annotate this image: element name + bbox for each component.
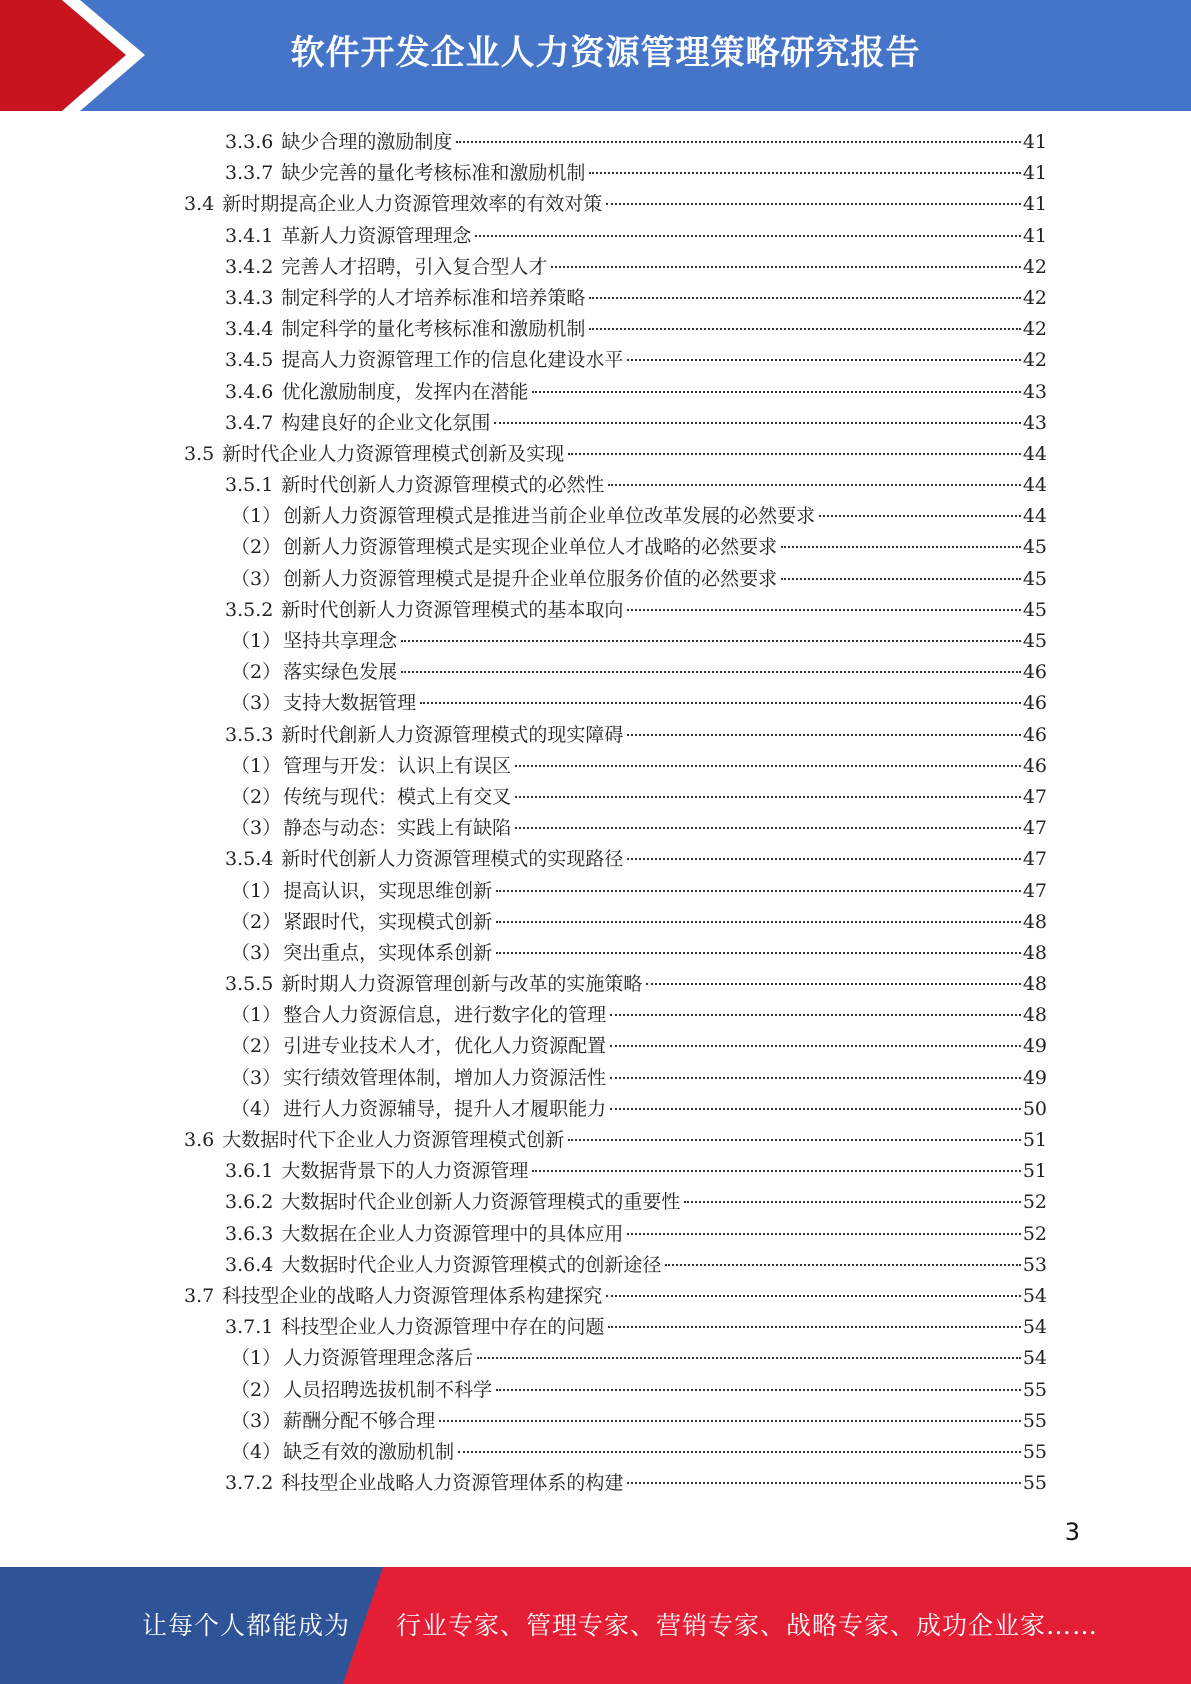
dot-leader [532, 391, 1020, 393]
toc-entry-page: 54 [1022, 1284, 1047, 1307]
toc-entry[interactable] [0, 564, 1191, 595]
toc-entry-title: 新时代企业人力资源管理模式创新及实现 [222, 442, 565, 465]
toc-entry-number: 3.4.2 [225, 255, 274, 278]
toc-entry-title: 大数据时代企业人力资源管理模式的创新途径 [281, 1253, 662, 1276]
toc-entry-number: 3.6.2 [225, 1191, 274, 1214]
toc-entry[interactable] [0, 1312, 1191, 1343]
dot-leader [420, 702, 1021, 704]
dot-leader [646, 983, 1020, 985]
toc-entry[interactable] [0, 782, 1191, 813]
toc-entry[interactable] [0, 221, 1191, 252]
dot-leader [606, 1295, 1021, 1297]
toc-entry[interactable] [0, 532, 1191, 563]
toc-entry-number: 3.7 [184, 1284, 215, 1307]
dot-leader [610, 1108, 1021, 1110]
toc-entry-number: 3.3.6 [225, 131, 274, 153]
toc-entry-page: 45 [1022, 536, 1047, 559]
toc-entry-title: 静态与动态：实践上有缺陷 [283, 817, 512, 840]
toc-entry-title: 新时代创新人力资源管理模式的基本取向 [281, 598, 624, 621]
toc-entry-number: （2） [231, 785, 282, 808]
toc-entry[interactable] [0, 844, 1191, 875]
toc-entry-page: 47 [1022, 879, 1047, 902]
toc-entry[interactable] [0, 439, 1191, 470]
toc-entry-page: 43 [1022, 380, 1047, 403]
footer-banner [0, 1567, 1191, 1684]
dot-leader [551, 266, 1020, 268]
toc-entry-page: 47 [1022, 848, 1047, 871]
dot-leader [627, 734, 1020, 736]
toc-entry[interactable] [0, 158, 1191, 189]
toc-entry-number: （3） [231, 1066, 282, 1089]
toc-entry-title: 提高人力资源管理工作的信息化建设水平 [281, 349, 624, 372]
toc-entry-title: 新时代创新人力资源管理模式的必然性 [281, 474, 605, 497]
toc-entry-number: 3.4.5 [225, 349, 274, 372]
toc-entry-number: 3.7.2 [225, 1472, 274, 1495]
toc-entry[interactable] [0, 751, 1191, 782]
dot-leader [515, 796, 1021, 798]
dot-leader [627, 1233, 1020, 1235]
toc-entry-page: 42 [1022, 318, 1047, 341]
toc-entry[interactable] [0, 189, 1191, 220]
dot-leader [477, 1357, 1021, 1359]
dot-leader [532, 1170, 1020, 1172]
toc-entry[interactable] [0, 938, 1191, 969]
dot-leader [475, 235, 1020, 237]
toc-entry-number: （3） [231, 567, 282, 590]
dot-leader [627, 858, 1020, 860]
dot-leader [627, 1482, 1020, 1484]
toc-entry[interactable] [0, 1343, 1191, 1374]
toc-entry-number: 3.4.4 [225, 318, 274, 341]
toc-entry-title: 新时期人力资源管理创新与改革的实施策略 [281, 973, 643, 996]
toc-entry[interactable] [0, 1156, 1191, 1187]
toc-entry-page: 48 [1022, 1004, 1047, 1027]
toc-entry-number: 3.5.5 [225, 973, 274, 996]
toc-entry-number: 3.4.6 [225, 380, 274, 403]
toc-entry-number: （1） [231, 630, 282, 652]
dot-leader [589, 172, 1020, 174]
toc-entry[interactable] [0, 470, 1191, 501]
toc-entry-number: （2） [231, 661, 282, 684]
toc-entry-number: （1） [231, 1004, 282, 1027]
dot-leader [627, 359, 1020, 361]
dot-leader [494, 422, 1020, 424]
toc-entry-page: 50 [1022, 1097, 1047, 1120]
toc-entry-number: （3） [231, 941, 282, 964]
toc-entry-page: 51 [1022, 1129, 1047, 1151]
toc-entry-number: 3.5 [184, 442, 215, 465]
dot-leader [819, 515, 1021, 517]
toc-entry-title: 制定科学的人才培养标准和培养策略 [281, 286, 586, 309]
toc-entry-page: 41 [1022, 162, 1047, 185]
toc-entry-title: 整合人力资源信息，进行数字化的管理 [283, 1004, 607, 1027]
toc-entry[interactable] [0, 501, 1191, 532]
toc-entry-page: 52 [1022, 1191, 1047, 1214]
toc-entry-title: 人员招聘选拔机制不科学 [283, 1378, 493, 1401]
toc-entry-title: 管理与开发：认识上有误区 [283, 754, 512, 777]
toc-entry[interactable] [0, 657, 1191, 688]
toc-entry-number: 3.4 [184, 193, 215, 216]
toc-entry-title: 实行绩效管理体制，增加人力资源活性 [283, 1066, 607, 1089]
toc-entry-page: 42 [1022, 286, 1047, 309]
toc-entry[interactable] [0, 1125, 1191, 1156]
toc-entry-page: 46 [1022, 754, 1047, 777]
toc-entry[interactable] [0, 969, 1191, 1000]
toc-entry-title: 革新人力资源管理理念 [281, 224, 472, 247]
toc-entry-number: 3.5.1 [225, 474, 274, 497]
toc-entry-title: 优化激励制度，发挥内在潜能 [281, 380, 529, 403]
toc-entry-title: 缺乏有效的激励机制 [283, 1440, 455, 1463]
toc-entry[interactable] [0, 876, 1191, 907]
report-header-banner [0, 0, 1191, 111]
toc-entry-page: 49 [1022, 1035, 1047, 1058]
toc-entry-page: 48 [1022, 973, 1047, 996]
toc-entry-number: （4） [231, 1440, 282, 1463]
toc-entry-number: 3.5.4 [225, 848, 274, 871]
toc-entry-title: 新时代创新人力资源管理模式的实现路径 [281, 848, 624, 871]
toc-entry[interactable] [0, 1437, 1191, 1468]
toc-entry[interactable] [0, 1375, 1191, 1406]
dot-leader [568, 453, 1021, 455]
toc-entry[interactable] [0, 595, 1191, 626]
toc-entry-number: （3） [231, 817, 282, 840]
dot-leader [610, 1077, 1021, 1079]
toc-entry[interactable] [0, 1094, 1191, 1125]
toc-entry-title: 引进专业技术人才，优化人力资源配置 [283, 1035, 607, 1058]
dot-leader [610, 1045, 1021, 1047]
toc-entry-page: 55 [1022, 1472, 1047, 1495]
toc-entry-number: 3.5.3 [225, 723, 274, 746]
toc-entry-page: 46 [1022, 723, 1047, 746]
toc-entry[interactable] [0, 1468, 1191, 1499]
toc-entry-title: 创新人力资源管理模式是推进当前企业单位改革发展的必然要求 [283, 505, 816, 528]
toc-entry[interactable] [0, 688, 1191, 719]
toc-entry-number: 3.4.7 [225, 411, 274, 434]
dot-leader [515, 827, 1021, 829]
toc-entry-page: 54 [1022, 1316, 1047, 1339]
toc-entry-page: 42 [1022, 349, 1047, 372]
toc-entry-title: 大数据在企业人力资源管理中的具体应用 [281, 1222, 624, 1245]
toc-entry-page: 55 [1022, 1378, 1047, 1401]
dot-leader [439, 1420, 1021, 1422]
toc-entry-title: 科技型企业人力资源管理中存在的问题 [281, 1316, 605, 1339]
toc-entry[interactable] [0, 127, 1191, 158]
toc-entry-page: 54 [1022, 1347, 1047, 1370]
dot-leader [608, 484, 1020, 486]
toc-entry-number: 3.6 [184, 1129, 215, 1151]
toc-entry[interactable] [0, 345, 1191, 376]
footer-slogan-right: 行业专家、管理专家、营销专家、战略专家、成功企业家…… [396, 1611, 1099, 1640]
toc-entry-page: 45 [1022, 598, 1047, 621]
toc-entry-page: 52 [1022, 1222, 1047, 1245]
dot-leader [568, 1139, 1021, 1141]
toc-entry[interactable] [0, 314, 1191, 345]
toc-entry-number: （2） [231, 910, 282, 933]
toc-entry-number: （2） [231, 1035, 282, 1058]
toc-entry[interactable] [0, 907, 1191, 938]
toc-entry-page: 41 [1022, 224, 1047, 247]
toc-entry-page: 48 [1022, 941, 1047, 964]
toc-entry-title: 提高认识，实现思维创新 [283, 879, 493, 902]
toc-entry[interactable] [0, 813, 1191, 844]
dot-leader [515, 765, 1021, 767]
toc-entry-page: 55 [1022, 1440, 1047, 1463]
dot-leader [606, 203, 1021, 205]
dot-leader [496, 890, 1021, 892]
toc-entry-page: 46 [1022, 692, 1047, 715]
toc-entry-title: 大数据时代下企业人力资源管理模式创新 [222, 1129, 565, 1151]
toc-entry-page: 55 [1022, 1409, 1047, 1432]
toc-entry-number: （1） [231, 879, 282, 902]
toc-entry-page: 42 [1022, 255, 1047, 278]
toc-entry-title: 传统与现代：模式上有交叉 [283, 785, 512, 808]
toc-entry-page: 44 [1022, 442, 1047, 465]
page-number: 3 [1064, 1518, 1080, 1546]
toc-entry-title: 构建良好的企业文化氛围 [281, 411, 491, 434]
toc-entry-page: 47 [1022, 785, 1047, 808]
toc-entry-page: 41 [1022, 131, 1047, 153]
toc-entry-page: 45 [1022, 630, 1047, 652]
toc-entry-number: 3.3.7 [225, 162, 274, 185]
toc-entry-page: 44 [1022, 505, 1047, 528]
toc-entry-number: （4） [231, 1097, 282, 1120]
toc-entry-title: 制定科学的量化考核标准和激励机制 [281, 318, 586, 341]
toc-entry-title: 创新人力资源管理模式是实现企业单位人才战略的必然要求 [283, 536, 778, 559]
toc-entry-page: 49 [1022, 1066, 1047, 1089]
dot-leader [665, 1264, 1020, 1266]
dot-leader [458, 1451, 1021, 1453]
dot-leader [684, 1201, 1020, 1203]
toc-entry-number: （2） [231, 536, 282, 559]
toc-entry-number: 3.4.1 [225, 224, 274, 247]
toc-entry-number: （3） [231, 692, 282, 715]
toc-entry-title: 科技型企业战略人力资源管理体系的构建 [281, 1472, 624, 1495]
toc-entry[interactable] [0, 626, 1191, 657]
toc-entry-number: （3） [231, 1409, 282, 1432]
dot-leader [610, 1014, 1021, 1016]
toc-entry[interactable] [0, 377, 1191, 408]
toc-entry[interactable] [0, 1281, 1191, 1312]
dot-leader [589, 297, 1020, 299]
toc-entry[interactable] [0, 283, 1191, 314]
dot-leader [781, 578, 1021, 580]
dot-leader [456, 141, 1020, 143]
toc-entry-number: 3.6.4 [225, 1253, 274, 1276]
toc-entry[interactable] [0, 1219, 1191, 1250]
dot-leader [496, 1389, 1021, 1391]
toc-entry-title: 人力资源管理理念落后 [283, 1347, 474, 1370]
toc-entry-page: 47 [1022, 817, 1047, 840]
toc-entry-title: 突出重点，实现体系创新 [283, 941, 493, 964]
toc-entry-title: 紧跟时代，实现模式创新 [283, 910, 493, 933]
toc-entry[interactable] [0, 1250, 1191, 1281]
dot-leader [589, 328, 1020, 330]
toc-entry-number: 3.4.3 [225, 286, 274, 309]
toc-entry-page: 46 [1022, 661, 1047, 684]
toc-entry-title: 科技型企业的战略人力资源管理体系构建探究 [222, 1284, 603, 1307]
toc-entry-number: 3.5.2 [225, 598, 274, 621]
toc-entry[interactable] [0, 1063, 1191, 1094]
toc-entry[interactable] [0, 408, 1191, 439]
toc-entry-title: 创新人力资源管理模式是提升企业单位服务价值的必然要求 [283, 567, 778, 590]
toc-entry-title: 大数据时代企业创新人力资源管理模式的重要性 [281, 1191, 681, 1214]
dot-leader [627, 609, 1020, 611]
toc-entry[interactable] [0, 1406, 1191, 1437]
toc-entry-page: 53 [1022, 1253, 1047, 1276]
toc-entry-title: 进行人力资源辅导，提升人才履职能力 [283, 1097, 607, 1120]
toc-entry[interactable] [0, 1187, 1191, 1218]
toc-entry[interactable] [0, 1000, 1191, 1031]
toc-entry-number: 3.6.3 [225, 1222, 274, 1245]
dot-leader [496, 921, 1021, 923]
dot-leader [401, 671, 1021, 673]
toc-entry-number: （1） [231, 754, 282, 777]
footer-slogan-left: 让每个人都能成为 [142, 1611, 351, 1640]
report-title: 软件开发企业人力资源管理策略研究报告 [290, 33, 921, 73]
toc-entry-page: 45 [1022, 567, 1047, 590]
toc-entry-page: 44 [1022, 474, 1047, 497]
toc-entry-number: （1） [231, 1347, 282, 1370]
toc-entry[interactable] [0, 1031, 1191, 1062]
toc-entry-title: 坚持共享理念 [283, 630, 398, 652]
toc-entry-title: 缺少合理的激励制度 [281, 131, 453, 153]
toc-entry-title: 缺少完善的量化考核标准和激励机制 [281, 162, 586, 185]
toc-entry-number: 3.6.1 [225, 1160, 274, 1183]
dot-leader [401, 640, 1021, 642]
toc-entry[interactable] [0, 252, 1191, 283]
toc-entry[interactable] [0, 720, 1191, 751]
dot-leader [608, 1326, 1020, 1328]
toc-entry-title: 支持大数据管理 [283, 692, 417, 715]
toc-entry-title: 新时代創新人力资源管理模式的现实障碍 [281, 723, 624, 746]
toc-entry-title: 大数据背景下的人力资源管理 [281, 1160, 529, 1183]
toc-entry-page: 48 [1022, 910, 1047, 933]
table-of-contents [0, 127, 1191, 1499]
toc-entry-page: 51 [1022, 1160, 1047, 1183]
toc-entry-title: 新时期提高企业人力资源管理效率的有效对策 [222, 193, 603, 216]
toc-entry-number: （2） [231, 1378, 282, 1401]
toc-entry-page: 43 [1022, 411, 1047, 434]
toc-entry-title: 落实绿色发展 [283, 661, 398, 684]
toc-entry-page: 41 [1022, 193, 1047, 216]
dot-leader [496, 952, 1021, 954]
dot-leader [781, 546, 1021, 548]
toc-entry-title: 完善人才招聘，引入复合型人才 [281, 255, 548, 278]
toc-entry-number: 3.7.1 [225, 1316, 274, 1339]
toc-entry-title: 薪酬分配不够合理 [283, 1409, 436, 1432]
toc-entry-number: （1） [231, 505, 282, 528]
